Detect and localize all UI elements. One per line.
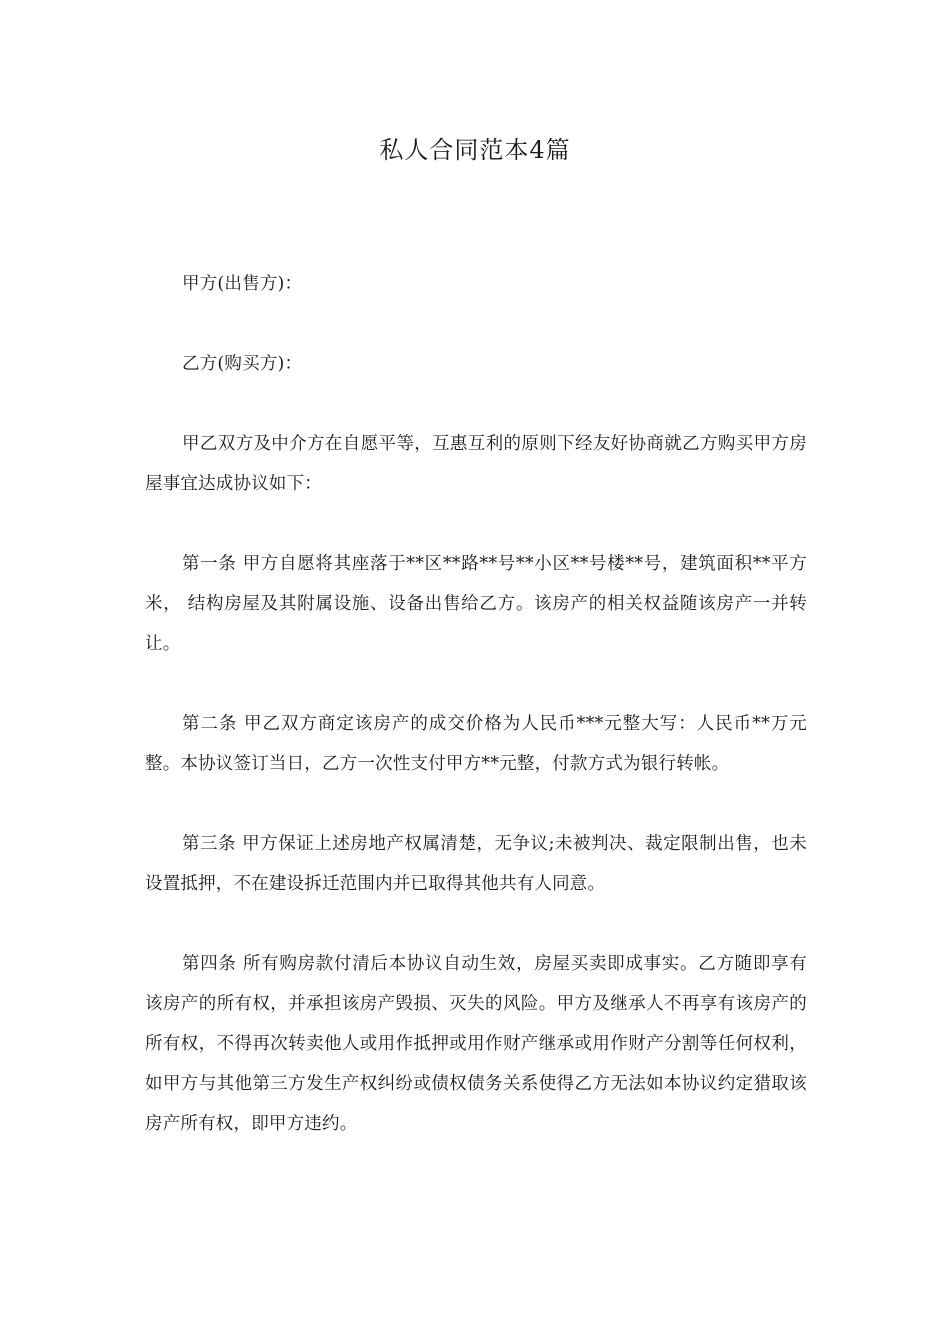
article-2-paragraph: 第二条 甲乙双方商定该房产的成交价格为人民币***元整大写：人民币**万元整。本协议签订当日，乙方一次性支付甲方**元整，付款方式为银行转帐。 [145, 714, 807, 774]
party-a-line: 甲方(出售方)： [182, 274, 303, 294]
party-b-line: 乙方(购买方)： [182, 354, 303, 374]
article-1-paragraph: 第一条 甲方自愿将其座落于**区**路**号**小区**号楼**号，建筑面积**平方米， 结构房屋及其附属设施、设备出售给乙方。该房产的相关权益随该房产一并转让。 [145, 554, 807, 654]
article-4-paragraph: 第四条 所有购房款付清后本协议自动生效，房屋买卖即成事实。乙方随即享有该房产的所有权，并承担该房产毁损、灭失的风险。甲方及继承人不再享有该房产的所有权，不得再次转卖他人或用作抵押或用作财产继承或用作财产分割等任何权利，如甲方与其他第三方发生产权纠纷或债权债务关系使得乙方无法如本协议约定猎取该房产所有权，即甲方违约。 [145, 954, 807, 1134]
document-body [145, 264, 807, 1184]
document-title: 私人合同范本4篇 [379, 136, 571, 164]
preamble-paragraph: 甲乙双方及中介方在自愿平等，互惠互利的原则下经友好协商就乙方购买甲方房屋事宜达成协议如下： [145, 434, 807, 494]
article-3-paragraph: 第三条 甲方保证上述房地产权属清楚，无争议;未被判决、裁定限制出售，也未设置抵押，不在建设拆迁范围内并已取得其他共有人同意。 [145, 834, 807, 894]
